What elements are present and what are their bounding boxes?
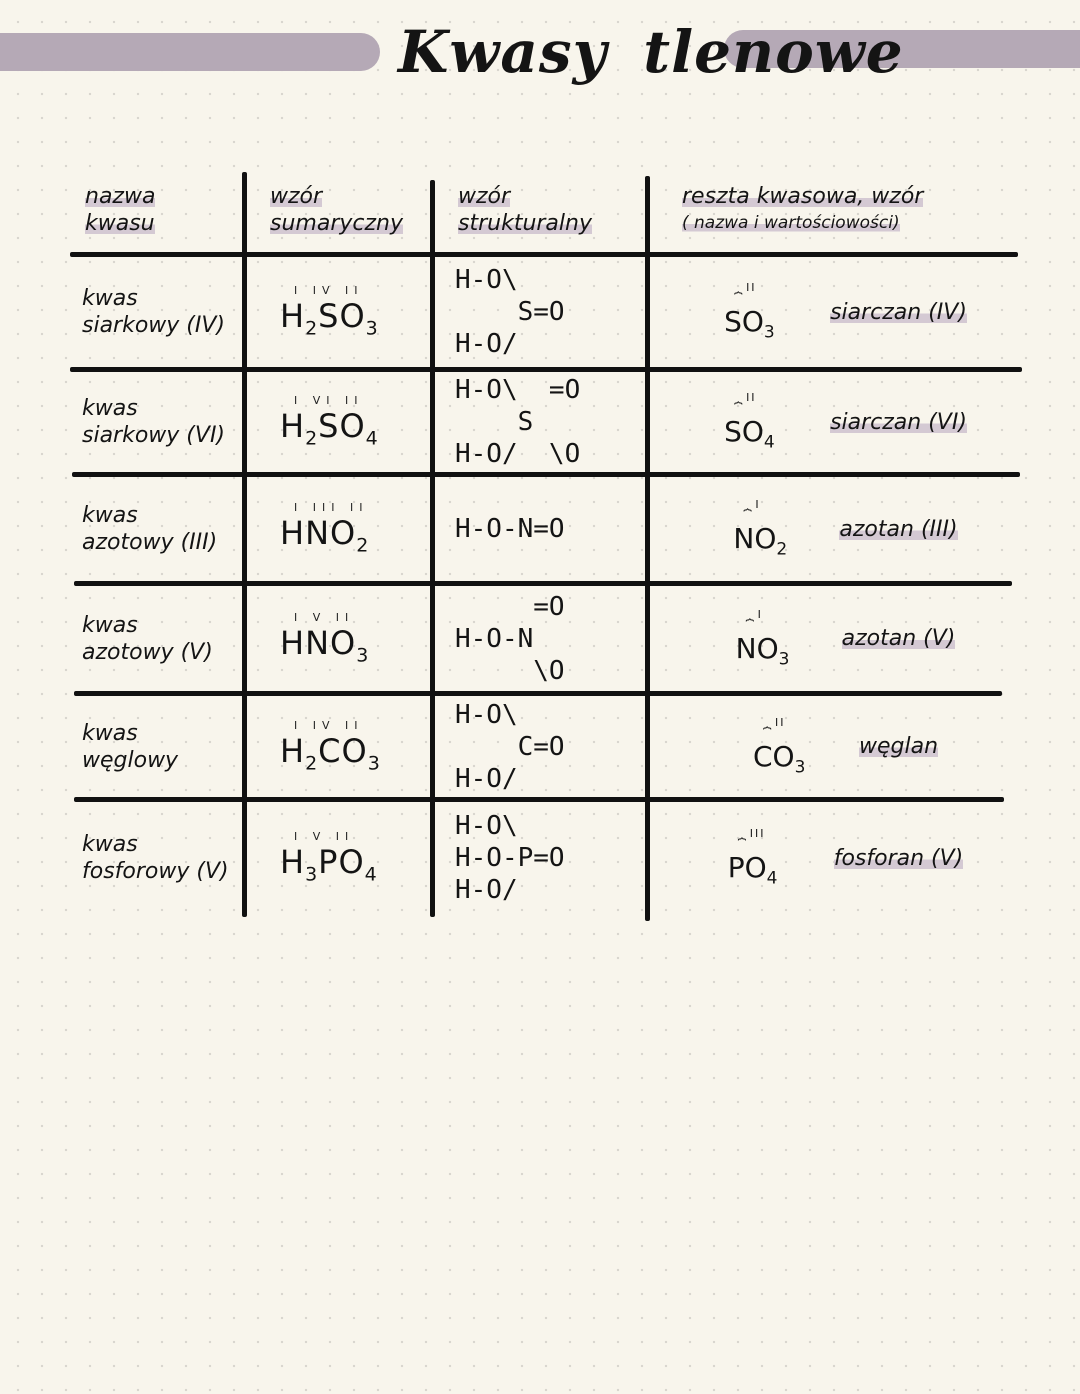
title-word-2: tlenowe: [643, 18, 904, 86]
residue-formula: [728, 851, 820, 889]
residue-formula-sub: 3: [763, 322, 775, 343]
anion-name: siarczan (IV): [830, 299, 967, 325]
valence-marks: I IV II: [294, 718, 364, 732]
formula-main: H: [280, 407, 306, 446]
anion-name: azotan (V): [841, 626, 956, 651]
residue-ion: [753, 716, 845, 778]
header-residue-line1: reszta kwasowa, wzór: [682, 184, 924, 209]
acid-name-line1: kwas: [82, 720, 138, 746]
valence-marks: I V II: [294, 610, 355, 624]
structural-formula-cell: [455, 696, 640, 797]
formula-mid: SO: [318, 407, 366, 446]
structural-formula: H-O-N=O: [455, 514, 565, 544]
summary-formula-cell: [280, 586, 428, 691]
residue-ion: [733, 498, 825, 560]
header-name-line1: nazwa: [85, 184, 156, 209]
acid-name-line1: kwas: [82, 832, 138, 857]
header-structural-line1: wzór: [458, 184, 511, 209]
residue-formula: [733, 522, 825, 560]
residue-valence: I: [757, 607, 763, 621]
formula-sub-1: 3: [356, 644, 370, 667]
residue-formula: [753, 740, 845, 778]
summary-formula: [280, 732, 428, 774]
acid-residue-cell: [678, 696, 1013, 797]
structural-formula-cell: [455, 372, 640, 472]
summary-formula: [280, 297, 428, 339]
residue-brace: ⏞: [734, 292, 742, 309]
formula-sub-2: 3: [367, 752, 381, 775]
residue-formula-main: NO: [735, 631, 779, 665]
formula-main: HNO: [280, 623, 357, 662]
header-formula: [270, 172, 425, 248]
formula-mid: PO: [318, 843, 365, 882]
formula-sub-1: 2: [305, 317, 319, 340]
acid-name-cell: [82, 477, 240, 581]
formula-mid: CO: [318, 731, 368, 770]
residue-formula-sub: 4: [763, 432, 775, 453]
header-formula-line1: wzór: [270, 184, 323, 209]
residue-formula-sub: 2: [776, 539, 788, 560]
residue-brace: ⏞: [762, 726, 771, 743]
structural-formula: H-O\ S=O H-O/: [455, 265, 565, 359]
valence-marks: I V II: [294, 830, 355, 844]
residue-formula-main: PO: [727, 851, 767, 885]
acid-name-line1: kwas: [82, 286, 138, 311]
acid-name-line2: azotowy (III): [82, 530, 218, 555]
residue-valence: III: [749, 827, 766, 841]
formula-sub-1: 2: [356, 534, 370, 557]
formula-sub-1: 3: [305, 863, 319, 886]
acid-name-cell: [82, 802, 240, 914]
acid-name-line1: kwas: [82, 396, 138, 421]
formula-sub-2: 4: [364, 863, 378, 886]
acid-name-cell: [82, 257, 240, 367]
residue-formula-sub: 3: [794, 757, 806, 778]
residue-brace: ⏞: [745, 618, 754, 635]
residue-brace: ⏞: [737, 838, 746, 855]
residue-ion: [724, 281, 816, 343]
page-title: [380, 4, 904, 114]
anion-name: siarczan (VI): [830, 409, 967, 435]
table-vline-2: [430, 180, 435, 917]
formula-sub-2: 4: [365, 427, 379, 450]
residue-formula: [724, 415, 816, 453]
anion-name: azotan (III): [839, 516, 958, 542]
residue-valence: II: [746, 281, 757, 295]
summary-formula: [280, 407, 428, 449]
structural-formula: H-O\ C=O H-O/: [455, 699, 565, 794]
anion-name: węglan: [858, 734, 939, 759]
summary-formula: [280, 624, 428, 666]
table-vline-3: [645, 176, 650, 921]
acid-name-line2: azotowy (V): [82, 639, 213, 665]
residue-formula: [724, 305, 816, 343]
valence-marks: I IV II: [294, 284, 364, 298]
acid-name-line2: węglowy: [82, 747, 179, 773]
residue-valence: I: [755, 498, 761, 512]
formula-main: H: [280, 843, 306, 882]
residue-formula: [736, 632, 828, 670]
header-name: [85, 172, 235, 248]
structural-formula: H-O\ H-O-P=O H-O/: [455, 811, 565, 905]
formula-sub-1: 2: [305, 427, 319, 450]
summary-formula: [280, 843, 428, 885]
anion-name: fosforan (V): [833, 845, 964, 871]
formula-sub-2: 3: [365, 317, 379, 340]
summary-formula-cell: [280, 477, 428, 581]
acid-name-line1: kwas: [82, 612, 138, 638]
formula-main: HNO: [280, 514, 357, 553]
header-band-left: [0, 33, 380, 71]
header-residue: [682, 172, 1012, 248]
valence-marks: I VI II: [294, 394, 364, 408]
structural-formula: H-O\ =O S H-O/ \O: [455, 375, 581, 469]
title-word-1: Kwasy: [398, 18, 608, 86]
structural-formula: =O H-O-N \O: [455, 591, 565, 686]
acid-name-line2: siarkowy (VI): [82, 423, 226, 448]
residue-formula-main: NO: [733, 522, 777, 556]
acid-name-line2: siarkowy (IV): [82, 313, 226, 338]
acid-name-cell: [82, 372, 240, 472]
valence-marks: I III II: [294, 501, 369, 515]
header-formula-line2: sumaryczny: [270, 211, 403, 236]
summary-formula: [280, 514, 428, 556]
formula-main: H: [280, 297, 306, 336]
residue-formula-main: SO: [724, 305, 764, 339]
table-vline-1: [242, 172, 247, 917]
acid-residue-cell: [678, 586, 1013, 691]
formula-main: H: [280, 731, 306, 770]
residue-formula-sub: 4: [766, 868, 778, 889]
formula-sub-1: 2: [305, 752, 319, 775]
acid-residue-cell: [678, 802, 1013, 914]
acid-name-cell: [82, 696, 240, 797]
header-structural: [458, 172, 638, 248]
structural-formula-cell: [455, 802, 640, 914]
residue-valence: II: [746, 391, 757, 405]
residue-formula-sub: 3: [778, 649, 790, 670]
structural-formula-cell: [455, 477, 640, 581]
structural-formula-cell: [455, 257, 640, 367]
header-residue-line2: ( nazwa i wartościowości): [682, 213, 900, 233]
summary-formula-cell: [280, 802, 428, 914]
acid-name-line1: kwas: [82, 503, 138, 528]
residue-formula-main: SO: [724, 415, 764, 449]
acid-residue-cell: [678, 372, 1013, 472]
residue-ion: [728, 827, 820, 889]
residue-ion: [724, 391, 816, 453]
residue-brace: ⏞: [734, 402, 742, 419]
summary-formula-cell: [280, 257, 428, 367]
residue-ion: [736, 608, 828, 670]
summary-formula-cell: [280, 696, 428, 797]
acid-residue-cell: [678, 257, 1013, 367]
acid-residue-cell: [678, 477, 1013, 581]
residue-valence: II: [774, 715, 786, 729]
formula-mid: SO: [318, 297, 366, 336]
structural-formula-cell: [455, 586, 640, 691]
acid-name-cell: [82, 586, 240, 691]
acid-name-line2: fosforowy (V): [82, 859, 229, 884]
summary-formula-cell: [280, 372, 428, 472]
header-name-line2: kwasu: [85, 211, 155, 236]
residue-formula-main: CO: [752, 739, 795, 773]
header-structural-line2: strukturalny: [458, 211, 592, 236]
residue-brace: ⏞: [743, 509, 751, 526]
